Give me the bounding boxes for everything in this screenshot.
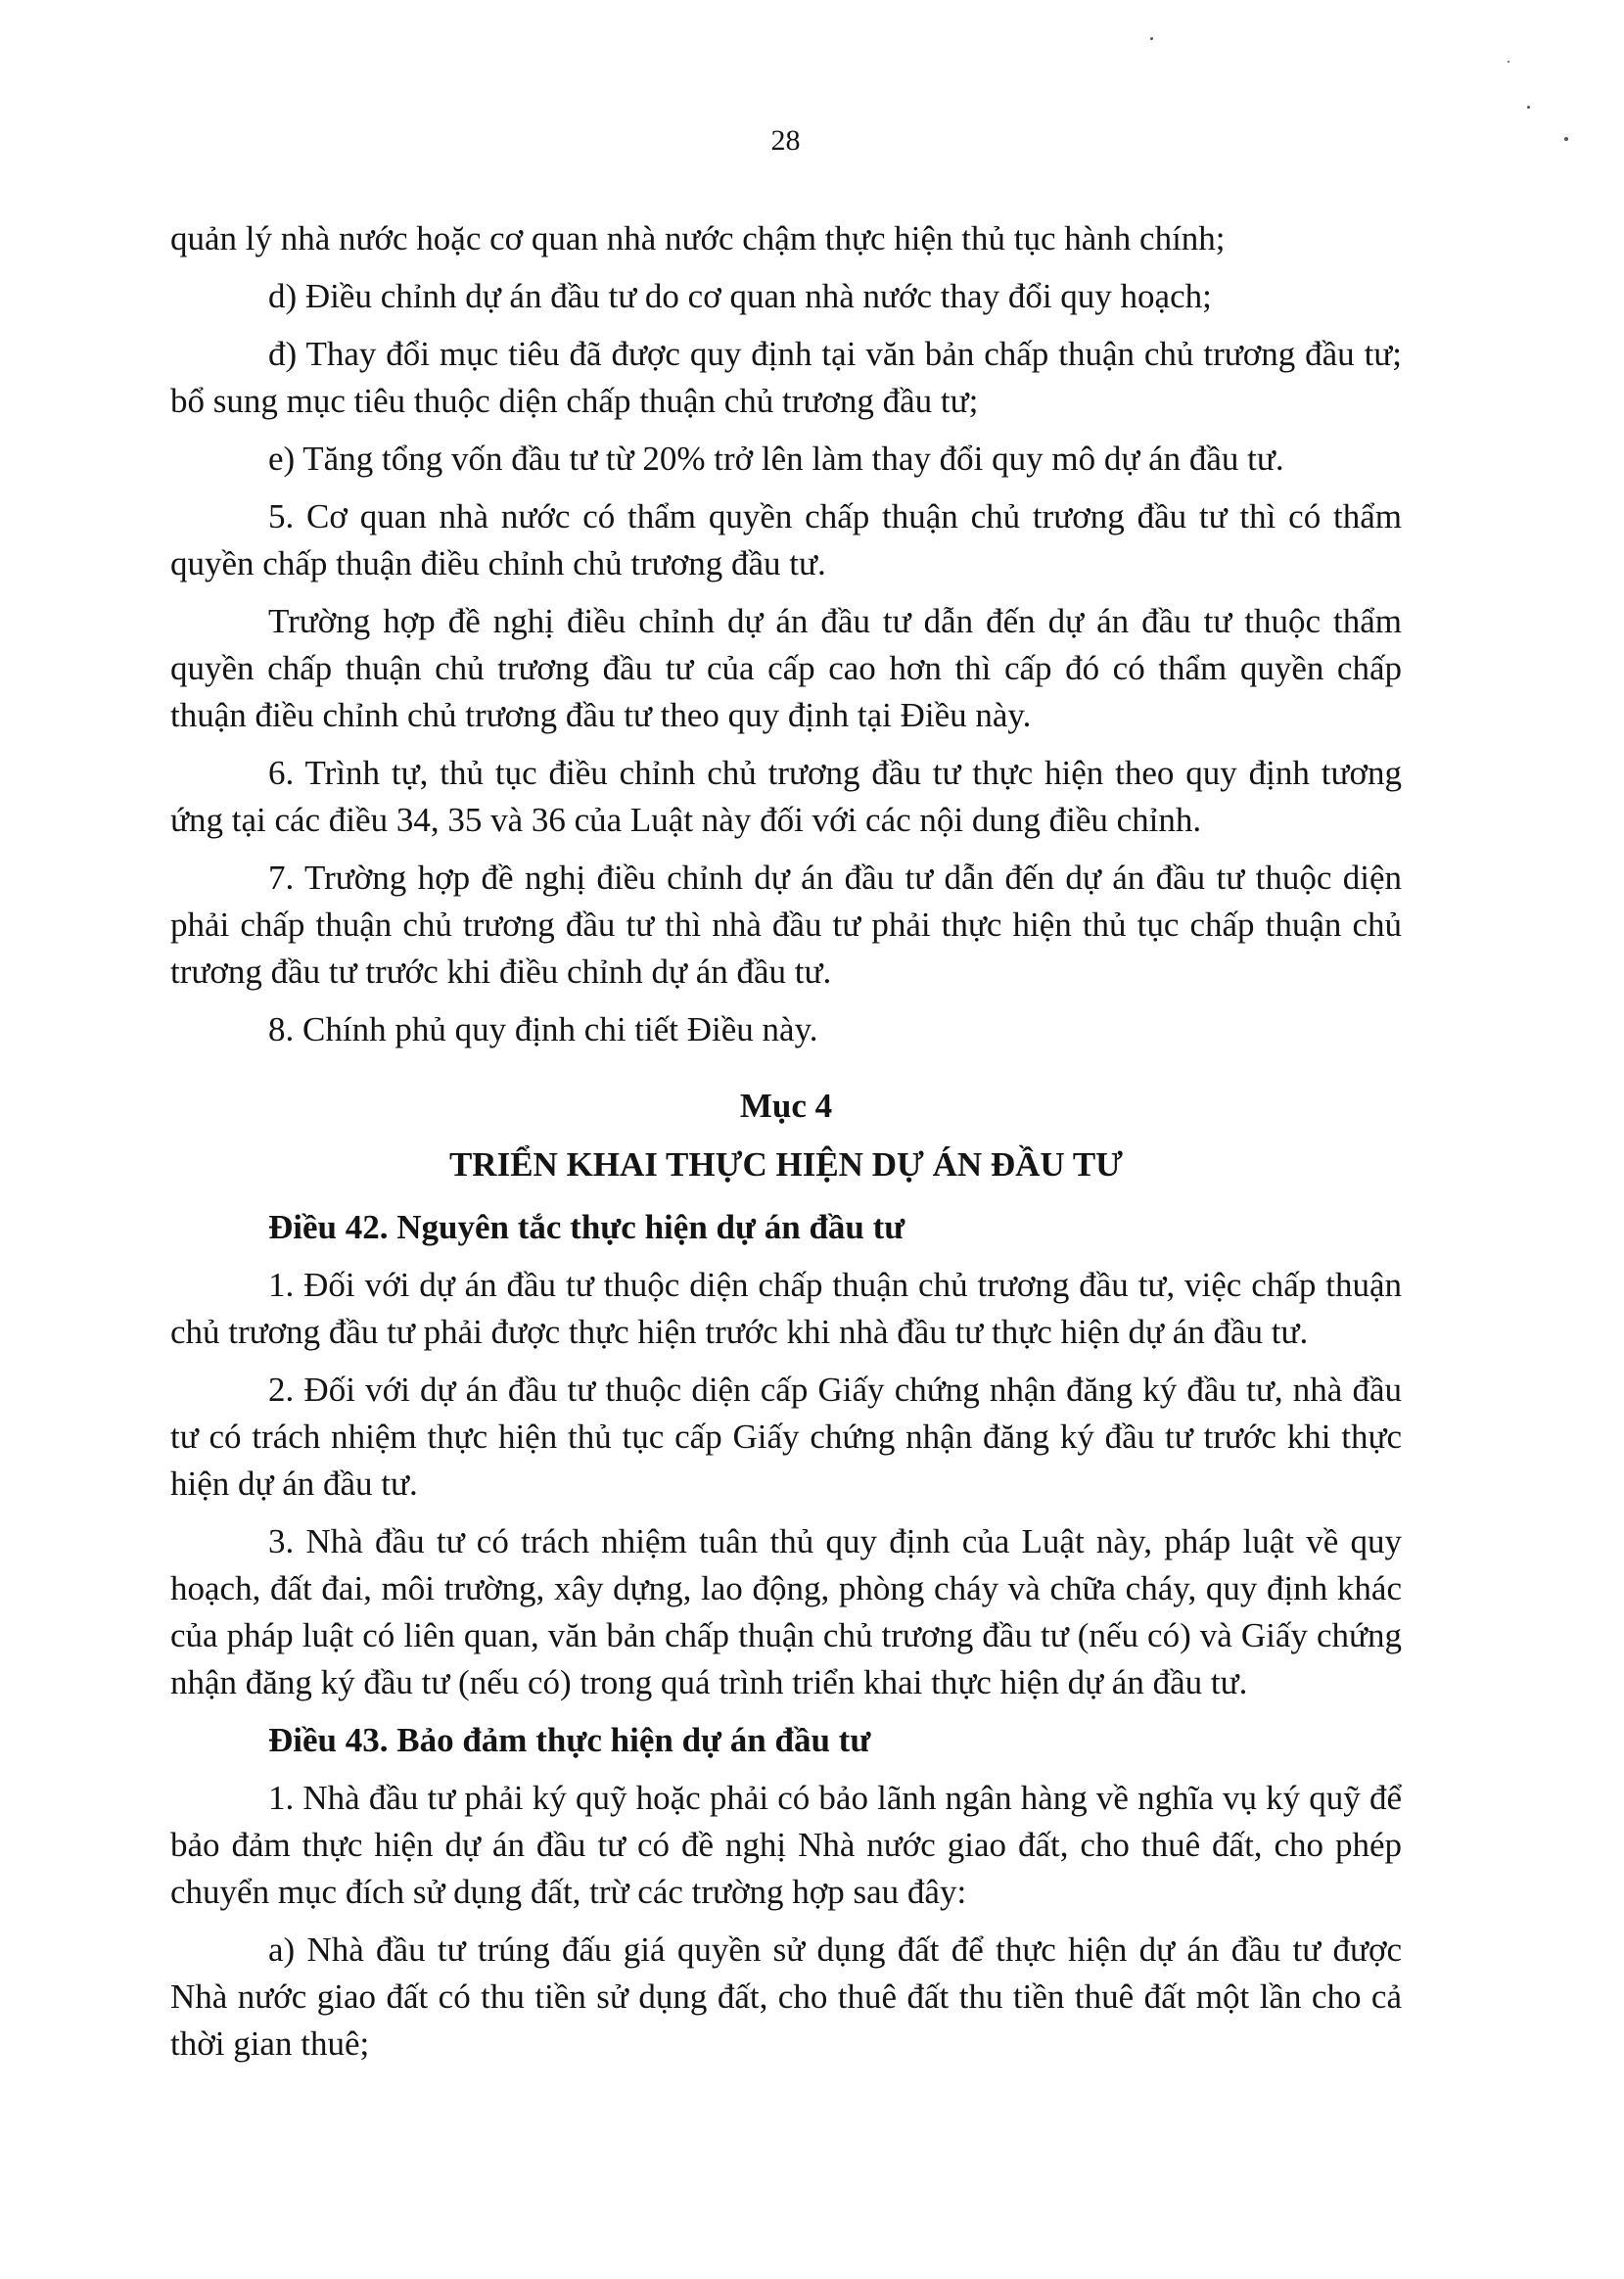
article-43-clause-a: a) Nhà đầu tư trúng đấu giá quyền sử dụng đất để thực hiện dự án đầu tư được Nhà nước giao đất có thu tiền sử dụng đất, cho thuê đất thu tiền thuê đất một lần cho cả thời gian thuê; — [170, 1930, 1402, 2063]
paragraph-clause-e: e) Tăng tổng vốn đầu tư từ 20% trở lên làm thay đổi quy mô dự án đầu tư. — [268, 440, 1284, 478]
article-42-item-3: 3. Nhà đầu tư có trách nhiệm tuân thủ quy định của Luật này, pháp luật về quy hoạch, đất đai, môi trường, xây dựng, lao động, phòng cháy và chữa cháy, quy định khác của pháp luật có liên quan, văn bản chấp thuận chủ trương đầu tư (nếu có) và Giấy chứng nhận đăng ký đầu tư (nếu có) trong quá trình triển khai thực hiện dự án đầu tư. — [170, 1522, 1402, 1701]
paragraph-continuation: quản lý nhà nước hoặc cơ quan nhà nước chậm thực hiện thủ tục hành chính; — [170, 219, 1226, 257]
paragraph-clause-dd: đ) Thay đổi mục tiêu đã được quy định tại văn bản chấp thuận chủ trương đầu tư; bổ sung mục tiêu thuộc diện chấp thuận chủ trương đầu tư; — [170, 335, 1402, 420]
article-42-item-1: 1. Đối với dự án đầu tư thuộc diện chấp thuận chủ trương đầu tư, việc chấp thuận chủ trương đầu tư phải được thực hiện trước khi nhà đầu tư thực hiện dự án đầu tư. — [170, 1266, 1402, 1351]
paragraph-item-6: 6. Trình tự, thủ tục điều chỉnh chủ trương đầu tư thực hiện theo quy định tương ứng tại các điều 34, 35 và 36 của Luật này đối với các nội dung điều chỉnh. — [170, 754, 1402, 839]
paragraph-item-5-case: Trường hợp đề nghị điều chỉnh dự án đầu tư dẫn đến dự án đầu tư thuộc thẩm quyền chấp thuận chủ trương đầu tư của cấp cao hơn thì cấp đó có thẩm quyền chấp thuận điều chỉnh chủ trương đầu tư theo quy định tại Điều này. — [170, 602, 1402, 734]
article-43-item-1: 1. Nhà đầu tư phải ký quỹ hoặc phải có bảo lãnh ngân hàng về nghĩa vụ ký quỹ để bảo đảm thực hiện dự án đầu tư có đề nghị Nhà nước giao đất, cho thuê đất, cho phép chuyển mục đích sử dụng đất, trừ các trường hợp sau đây: — [170, 1779, 1402, 1911]
section-title: TRIỂN KHAI THỰC HIỆN DỰ ÁN ĐẦU TƯ — [448, 1145, 1124, 1184]
page-number: 28 — [770, 124, 801, 157]
scan-speck — [1527, 106, 1530, 109]
article-43-heading: Điều 43. Bảo đảm thực hiện dự án đầu tư — [268, 1721, 871, 1759]
article-42-heading: Điều 42. Nguyên tắc thực hiện dự án đầu tư — [268, 1208, 905, 1246]
paragraph-item-7: 7. Trường hợp đề nghị điều chỉnh dự án đầu tư dẫn đến dự án đầu tư thuộc diện phải chấp thuận chủ trương đầu tư thì nhà đầu tư phải thực hiện thủ tục chấp thuận chủ trương đầu tư trước khi điều chỉnh dự án đầu tư. — [170, 859, 1402, 991]
section-label: Mục 4 — [739, 1087, 833, 1125]
document-body — [170, 215, 1402, 2078]
scan-speck — [1508, 61, 1509, 63]
paragraph-item-5: 5. Cơ quan nhà nước có thẩm quyền chấp thuận chủ trương đầu tư thì có thẩm quyền chấp thuận điều chỉnh chủ trương đầu tư. — [170, 497, 1402, 582]
article-42-item-2: 2. Đối với dự án đầu tư thuộc diện cấp Giấy chứng nhận đăng ký đầu tư, nhà đầu tư có trách nhiệm thực hiện thủ tục cấp Giấy chứng nhận đăng ký đầu tư trước khi thực hiện dự án đầu tư. — [170, 1371, 1402, 1503]
scan-speck — [1564, 137, 1568, 141]
paragraph-clause-d: d) Điều chỉnh dự án đầu tư do cơ quan nhà nước thay đổi quy hoạch; — [268, 277, 1212, 315]
paragraph-item-8: 8. Chính phủ quy định chi tiết Điều này. — [268, 1010, 818, 1048]
scan-speck — [1150, 37, 1153, 40]
